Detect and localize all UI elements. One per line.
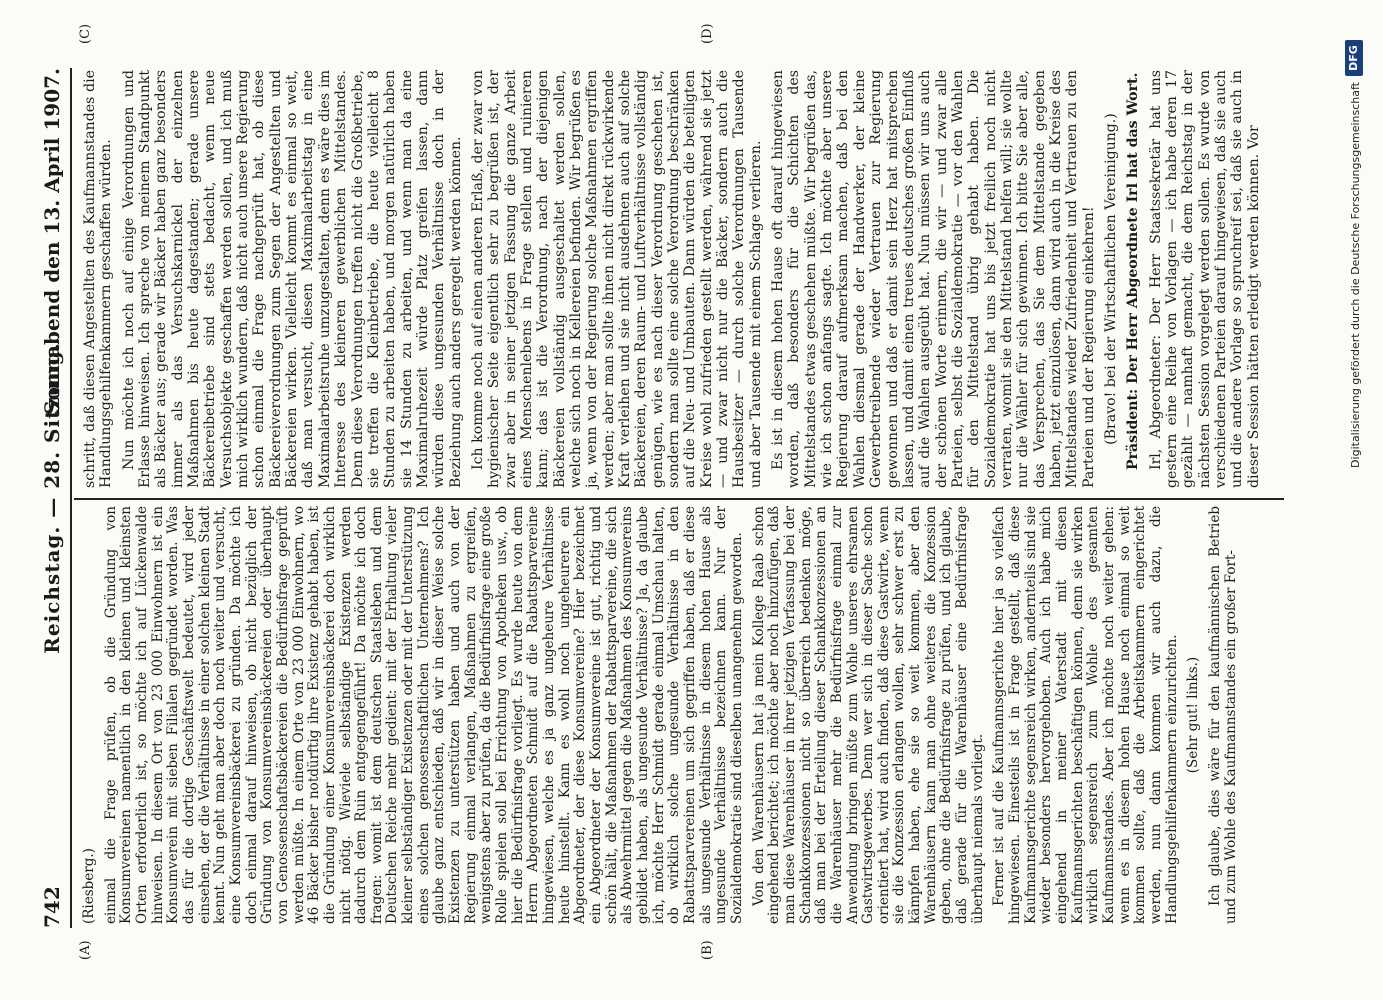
- paragraph: schritt, daß diesen Angestellten des Kaufmannstandes die Handlungsgehilfenkammern geschaffen würden.: [82, 70, 115, 488]
- page-number: 742: [40, 886, 64, 928]
- page-date: Sonnabend den 13. April 1907.: [40, 68, 64, 415]
- left-column: [82, 506, 1245, 924]
- margin-letter-c: (C): [78, 23, 93, 44]
- paragraph: Ferner ist auf die Kaufmannsgerichte hier ja so vielfach hingewiesen. Einesteils ist in Frage gestellt, daß diese Kaufmannsgerichte segensreich wirken, andernteils sind sie wieder besonders hervorgehoben. Auch ich habe mich eingehend in meiner Vaterstadt mit diesen Kaufmannsgerichten beschäftigen können, denn sie wirken wirklich segensreich zum Wohle des gesamten Kaufmannsstandes. Aber ich möchte noch weiter gehen: wenn es in diesem hohen Hause noch einmal so weit kommen sollte, daß die Arbeitskammern eingerichtet werden, nun dann kommen wir auch dazu, die Handlungsgehilfenkammern einzurichten.: [991, 506, 1180, 924]
- paragraph: einmal die Frage prüfen, ob die Gründung von Konsumvereinen namentlich in den kleinen und kleinsten Orten erforderlich ist, so möchte ich auf Lückenwalde hinweisen. In diesem Ort von 23 000 Einwohnern ist ein Konsumverein mit sieben Filialen gegründet worden. Was das für die dortige Geschäftswelt bedeutet, wird jeder einsehen, der die Verhältnisse in einer solchen kleinen Stadt kennt. Nun geht man aber doch noch weiter und versucht, eine Konsumvereinsbäckerei zu gründen. Da möchte ich doch einmal darauf hinweisen, ob nicht bezüglich der Gründung von Konsumvereinsbäckereien oder überhaupt von Genossenschaftsbäckereien die Bedürfnisfrage geprüft werden müßte. In einem Orte von 23 000 Einwohnern, wo 46 Bäcker bisher notdürftig ihre Existenz gehabt haben, ist die Gründung einer Konsumvereinsbäckerei doch wirklich nicht nötig. Wieviele selbständige Existenzen werden dadurch dem Ruin entgegengeführt! Da möchte ich doch fragen: womit ist dem deutschen Staatsleben und dem Deutschen Reiche mehr gedient: mit der Erhaltung vieler kleiner selbständiger Existenzen oder mit der Unterstützung eines solchen genossenschaftlichen Unternehmens? Ich glaube ganz entschieden, daß wir in dieser Weise solche Existenzen zu unterstützen haben und auch von der Regierung einmal verlangen, Maßnahmen zu ergreifen, wenigstens aber zu prüfen, da die Bedürfnisfrage eine große Rolle spielen soll bei Errichtung von Apotheken usw., ob hier die Bedürfnisfrage vorliegt. Es wurde heute von dem Herrn Abgeordneten Schmidt auf die Rabattsparvereine hingewiesen, welche es ja ganz ungeheure Verhältnisse heute hinstellt. Kann es wohl noch ungeheurere ein Abgeordneter, der diese Konsumvereine? Hier bezeichnet ein Abgeordneter der Konsumvereine ist gut, richtig und schön hält, die Maßnahmen der Rabattsparvereine, die sich als Abwehrmittel gegen die Maßnahmen des Konsumvereins gebildet haben, als ungesunde Verhältnisse? Ja, da glaube ich, möchte Herr Schmidt gerade einmal Umschau halten, ob wirklich solche ungesunde Verhältnisse in den Rabattsparvereinen um sich gegriffen haben, daß er diese als ungesunde Verhältnisse in diesem hohen Hause als ungesunde Verhältnisse bezeichnen kann. Nur der Sozialdemokratie sind dieselben unangenehm geworden.: [102, 506, 745, 924]
- margin-letter-a: (A): [78, 940, 93, 960]
- margin-letter-b: (B): [700, 940, 715, 960]
- session-title: Reichstag. — 28. Sitzung.: [40, 342, 64, 654]
- speaker-tag: (Riesberg.): [81, 848, 97, 924]
- paragraph: Von den Warenhäusern hat ja mein Kollege Raab schon eingehend berichtet; ich möchte aber noch hinzufügen, daß man diese Warenhäuser in ihrer jetzigen Verfassung bei der Schankkonzessionen nicht so überreich bedenken möge, daß man bei der Erteilung dieser Schankkonzessionen an die Warenhäuser mehr die Bedürfnisfrage einmal zur Anwendung bringen müßte zum Wohle unseres ehrsamen Gastwirtsgewerbes. Denn wer sich in dieser Sache schon orientiert hat, wird auch finden, daß diese Gastwirte, wenn sie die Konzession erlangen wollen, sehr schwer erst zu kämpfen haben, ehe sie so weit kommen, aber den Warenhäusern kann man ohne weiteres die Konzession geben, ohne die Bedürfnisfrage zu prüfen, und ich glaube, daß gerade für die Warenhäuser eine Bedürfnisfrage überhaupt niemals vorliegt.: [750, 506, 986, 924]
- column-divider: [74, 498, 1284, 500]
- paragraph: Ich glaube, dies wäre für den kaufmännischen Betrieb und zum Wohle des Kaufmannstandes ein großer Fort-: [1206, 506, 1239, 924]
- credit-text: Digitalisierung gefördert durch die Deutsche Forschungsgemeinschaft: [1349, 82, 1362, 468]
- interjection: (Sehr gut! links.): [1185, 656, 1202, 774]
- right-column: [82, 70, 1268, 488]
- digitization-credit: [1345, 40, 1369, 960]
- paragraph: Es ist in diesem hohen Hause oft darauf hingewiesen worden, daß besonders für die Schichten des Mittelstandes etwas geschehen müßte. Wir begrüßen das, wie ich schon anfangs sagte. Ich möchte aber unsere Regierung darauf aufmerksam machen, daß bei den Wahlen diesmal gerade der Handwerker, der kleine Gewerbetreibende wieder Vertrauen zur Regierung gewonnen und daß er damit sein Herz hat mitsprechen lassen, und damit einen treues deutsches großen Einfluß auf die Wahlen ausgeübt hat. Nun müssen wir uns auch der schönen Worte erinnern, die wir — und zwar alle Parteien, selbst die Sozialdemokratie — vor den Wahlen für den Mittelstand übrig gehabt haben. Die Sozialdemokratie hat uns bis jetzt freilich noch nicht verraten, womit sie den Mittelstand helfen will; sie wollte nur die Wähler für sich gewinnen. Ich bitte Sie aber alle, das Versprechen, das Sie dem Mittelstande gegeben haben, jetzt einzulösen, dann wird auch in die Kreise des Mittelstandes wieder Zufriedenheit und Vertrauen zu den Parteien und der Regierung einkehren!: [770, 70, 1097, 488]
- paragraph: Irl, Abgeordneter: Der Herr Staatssekretär hat uns gestern eine Reihe von Vorlagen — ich habe deren 17 gezählt — namhaft gemacht, die dem Reichstag in der nächsten Session vorgelegt werden sollen. Es wurde von verschiedenen Parteien darauf hingewiesen, daß sie auch und die andere Vorlage so spruchreif sei, daß sie auch in dieser Session hätten erledigt werden können. Vor: [1147, 70, 1262, 488]
- paragraph: Nun möchte ich noch auf einige Verordnungen und Erlasse hinweisen. Ich spreche von meinem Standpunkt als Bäcker aus; gerade wir Bäcker haben ganz besonders immer als das Versuchskarnickel der einzelnen Maßnahmen bis heute dagestanden; gerade unsere Bäckereibetriebe sind stets bedacht, wenn neue Versuchsobjekte geschaffen werden sollen, und ich muß mich wirklich wundern, daß nicht auch unsere Regierung schon einmal die Frage nachgeprüft hat, ob diese Bäckereiverordnungen zum Segen der Angestellten und Bäckereien wirken. Vielleicht kommt es einmal so weit, daß man versucht, diesen Maximalarbeitstag in eine Maximalarbeitsruhe umzugestalten, denn es wäre dies im Interesse des kleineren gewerblichen Mittelstandes. Denn diese Verordnungen treffen nicht die Großbetriebe, sie treffen die Kleinbetriebe, die heute vielleicht 8 Stunden zu arbeiten haben, und morgen natürlich haben sie 14 Stunden zu arbeiten, und wenn man da eine Maximalruhezeit würde Platz greifen lassen, dann würden diese ungesunden Verhältnisse doch in der Beziehung auch anders geregelt werden können.: [120, 70, 464, 488]
- dfg-logo: DFG: [1345, 40, 1363, 76]
- header-rule: [70, 68, 72, 928]
- page-header: [40, 68, 70, 928]
- paragraph: Ich komme noch auf einen anderen Erlaß, der zwar von hygienischer Seite eigentlich sehr zu begrüßen ist, der zwar aber in seiner jetzigen Fassung die ganze Arbeit eines Menschenlebens in Frage stellen und ruinieren kann; das ist die Verordnung, nach der diejenigen Bäckereien vollständig ausgeschaltet werden sollen, welche sich noch in Kellereien befinden. Wir begrüßen es ja, wenn von der Regierung solche Maßnahmen ergriffen werden; aber man sollte ihnen nicht direkt rückwirkende Kraft verleihen und sie nicht ausdehnen auch auf solche Bäckereien, deren Raum- und Luftverhältnisse vollständig genügen, wie es nach dieser Verordnung geschehen ist, sondern man sollte eine solche Verordnung beschränken auf die Neu- und Umbauten. Dann würden die beteiligten Kreise wohl zufrieden gestellt werden, während sie jetzt — und zwar nicht nur die Bäcker, sondern auch die Hausbesitzer — durch solche Verordnungen Tausende und aber Tausende mit einem Schlage verlieren.: [469, 70, 764, 488]
- interjection: (Bravo! bei der Wirtschaftlichen Vereinigung.): [1102, 113, 1119, 445]
- president-line: Präsident: Der Herr Abgeordnete Irl hat das Wort.: [1125, 72, 1142, 470]
- margin-letter-d: (D): [700, 23, 715, 44]
